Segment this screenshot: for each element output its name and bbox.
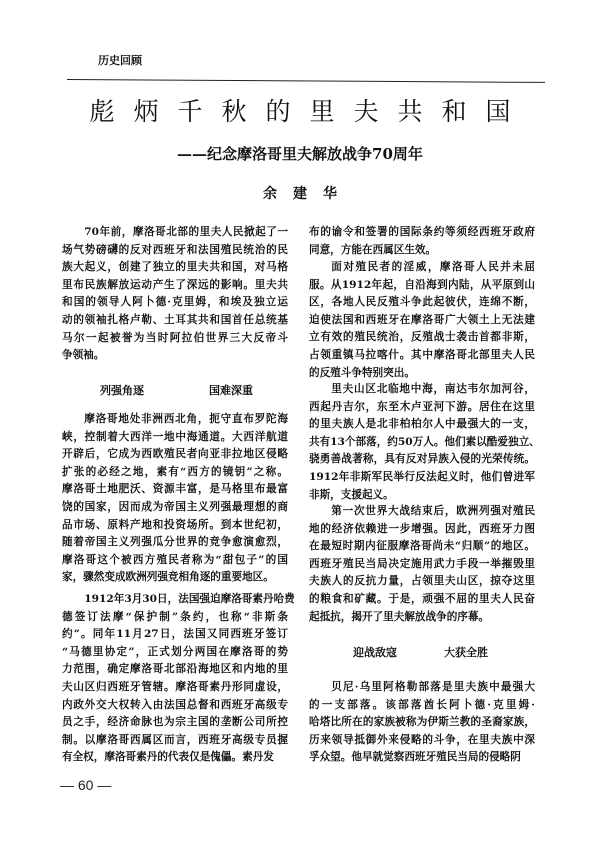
text-line: 德签订法摩“保护制”条约，也称“非斯条 [62, 610, 288, 623]
text-line: 员之手，经济命脉也为宗主国的垄断公司所控 [62, 716, 288, 729]
text-line: 里布民族解放运动产生了深远的影响。里夫共 [62, 278, 288, 291]
text-line: 在最短时期内征服摩洛哥尚未“归顺”的地区。 [309, 540, 535, 553]
paragraph [309, 503, 535, 626]
text-line: 孚众望。他早就觉察西班牙殖民当局的侵略阴 [309, 751, 521, 764]
text-line: 贝尼·乌里阿格勒部落是里夫族中最强大 [331, 681, 535, 693]
text-line: 非斯，支援起义。 [309, 488, 394, 501]
text-line: 哈塔比所在的家族被称为伊斯兰教的圣裔家族， [309, 716, 535, 729]
text-line: 争领袖。 [62, 349, 105, 362]
text-line: 起抵抗，揭开了里夫解放战争的序幕。 [309, 610, 490, 623]
text-line: 占领重镇马拉喀什。其中摩洛哥北部里夫人民 [309, 348, 535, 361]
paragraph [62, 224, 288, 365]
section-heading-left: 列强角逐 [100, 384, 144, 397]
paragraph [62, 411, 288, 587]
text-line: 的粮食和矿藏。于是，顽强不屈的里夫人民奋 [309, 592, 535, 605]
text-line: 第一次世界大战结束后，欧洲列强对殖民 [331, 505, 535, 517]
text-line: “马德里协定”，正式划分两国在摩洛哥的势 [62, 645, 288, 658]
text-line: 峡，控制着大西洋一地中海通道。大西洋航道 [62, 430, 288, 443]
text-line: 开辟后，它成为西欧殖民者向亚非拉地区侵略 [62, 448, 288, 461]
text-line: 面对殖民者的淫威，摩洛哥人民并未屈 [331, 261, 535, 273]
text-line: 有全权，摩洛哥素丹的代表仅是傀儡。素丹发 [62, 751, 274, 764]
text-line: 族大起义，创建了独立的里夫共和国，对马格 [62, 261, 288, 274]
section-heading-left: 迎战敌寇 [353, 646, 397, 659]
header-rule [67, 79, 545, 83]
text-line: 立有效的殖民统治，反殖战士袭击首都非斯， [309, 331, 535, 344]
text-line: 品市场、原料产地和投资场所。到本世纪初， [62, 518, 288, 531]
text-line: 的里夫族人是北非柏柏尔人中最强大的一支， [309, 418, 535, 431]
text-line: 历来领导抵御外来侵略的斗争，在里夫族中深 [309, 733, 535, 746]
section-label: 历史回顾 [98, 54, 142, 67]
text-line: 家，骤然变成欧洲列强竞相角逐的重要地区。 [62, 571, 274, 584]
text-line: 马尔一起被誉为当时阿拉伯世界三大反帝斗 [62, 331, 288, 344]
text-line: 的反殖斗争特别突出。 [309, 366, 415, 379]
text-line: 内政外交大权转入由法国总督和西班牙高级专 [62, 698, 288, 711]
text-line: 西班牙殖民当局决定施用武力手段一举摧毁里 [309, 557, 535, 570]
article-title: 彪炳千秋的里夫共和国 [89, 97, 530, 126]
text-line: 约”。同年11月27日，法国又同西班牙签订 [62, 628, 288, 641]
text-line: 共有13个部落，约50万人。他们素以酷爱独立、 [309, 435, 540, 448]
text-line: 夫族人的反抗力量，占领里夫山区，掠夺这里 [309, 575, 535, 588]
text-line: 场气势磅礴的反对西班牙和法国殖民统治的民 [62, 243, 288, 256]
text-line: 夫山区归西班牙管辖。摩洛哥素丹形同虚设， [62, 680, 288, 693]
text-line: 随着帝国主义列强瓜分世界的竞争愈演愈烈， [62, 536, 288, 549]
paragraph [309, 224, 535, 259]
text-line: 制。以摩洛哥西属区而言，西班牙高级专员握 [62, 733, 288, 746]
page-number: — 60 — [60, 777, 112, 793]
section-heading-right: 国难深重 [209, 384, 253, 397]
text-line: 饶的国家，因而成为帝国主义列强最理想的商 [62, 500, 288, 513]
text-line: 摩洛哥土地肥沃、资源丰富，是马格里布最富 [62, 483, 288, 496]
text-line: 迫使法国和西班牙在摩洛哥广大领土上无法建 [309, 313, 535, 326]
paragraph [309, 679, 535, 767]
article-author: 余建华 [263, 186, 353, 202]
text-line: 动的领袖扎格卢勒、土耳其共和国首任总统基 [62, 313, 288, 326]
text-line: 服。从1912年起，自沿海到内陆，从平原到山 [309, 278, 535, 291]
text-line: 的一支部落。该部落酋长阿卜德·克里姆· [309, 698, 535, 711]
paragraph [309, 381, 540, 504]
article-subtitle: ——纪念摩洛哥里夫解放战争70周年 [177, 145, 423, 163]
text-line: 摩洛哥这个被西方殖民者称为“甜包子”的国 [62, 553, 288, 566]
text-line: 1912年3月30日，法国强迫摩洛哥素丹哈费 [84, 593, 295, 605]
paragraph [62, 591, 295, 767]
paragraph [309, 259, 535, 382]
text-line: 地的经济依赖进一步增强。因此，西班牙力图 [309, 522, 535, 535]
text-line: 区，各地人民反殖斗争此起彼伏，连绵不断， [309, 296, 535, 309]
section-heading-right: 大获全胜 [444, 646, 488, 659]
text-line: 摩洛哥地处非洲西北角，扼守直布罗陀海 [84, 413, 288, 425]
text-line: 和国的领导人阿卜德·克里姆，和埃及独立运 [62, 296, 288, 309]
text-line: 1912年非斯军民举行反法起义时，他们曾进军 [309, 470, 535, 483]
text-line: 骁勇善战著称，具有反对异族入侵的光荣传统。 [309, 453, 535, 466]
text-line: 扩张的必经之地，素有“西方的镜钥”之称。 [62, 465, 288, 478]
text-line: 同意，方能在西属区生效。 [309, 243, 437, 256]
text-line: 里夫山区北临地中海，南达韦尔加河谷， [331, 383, 535, 395]
text-line: 西起丹吉尔，东至木卢亚河下游。居住在这里 [309, 400, 535, 413]
text-line: 70年前，摩洛哥北部的里夫人民掀起了一 [84, 226, 288, 238]
text-line: 布的谕令和签署的国际条约等须经西班牙政府 [309, 226, 535, 238]
text-line: 力范围，确定摩洛哥北部沿海地区和内地的里 [62, 663, 288, 676]
